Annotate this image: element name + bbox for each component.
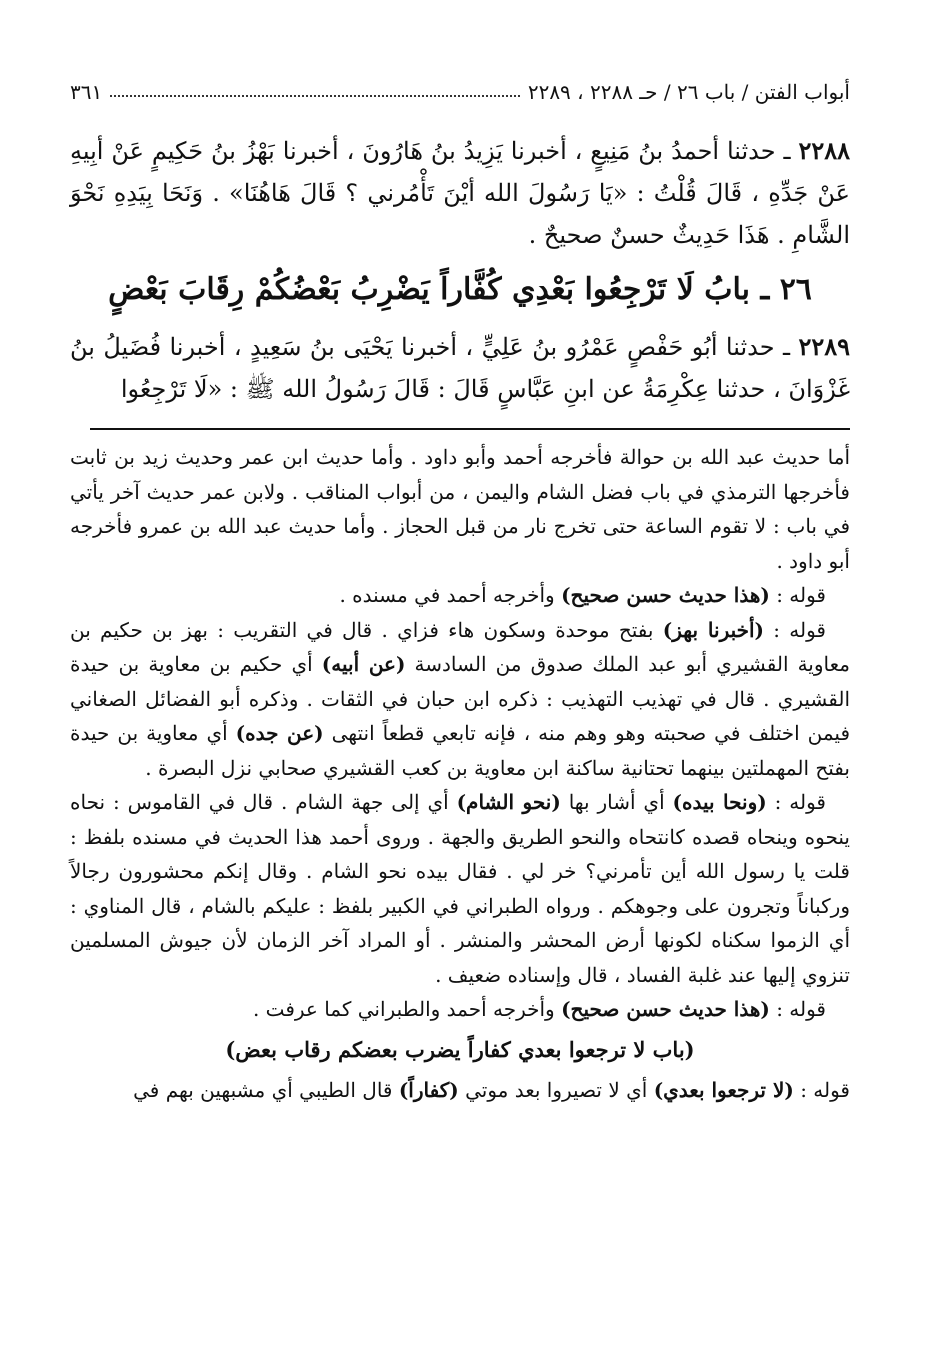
commentary-text: قال الطيبي أي مشبهين بهم في <box>133 1077 393 1102</box>
commentary-text: وأخرجه أحمد والطبراني كما عرفت . <box>252 997 555 1021</box>
quoted-phrase: (عن أبيه) <box>321 652 406 676</box>
quoted-phrase: (لا ترجعوا بعدي) <box>653 1077 794 1102</box>
quoted-phrase: (هذا حديث حسن صحيح) <box>561 583 770 607</box>
lead-word: قوله : <box>776 583 826 607</box>
commentary <box>70 440 850 1107</box>
page-header <box>70 70 850 104</box>
page-number: ٣٦١ <box>70 80 103 104</box>
commentary-text: أي أشار بها <box>568 790 665 814</box>
commentary-text: أي معاوية بن حيدة بفتح المهملتين بينهما تحتانية ساكنة ابن معاوية بن كعب القشيري صحابي نزل البصرة . <box>70 721 850 780</box>
hadith-number: ٢٢٨٨ <box>798 136 850 165</box>
main-text <box>70 130 850 410</box>
commentary-paragraph <box>70 1073 850 1108</box>
lead-word: قوله : <box>774 790 826 814</box>
quoted-phrase: (أخبرنا بهز) <box>662 617 765 642</box>
hadith-2289 <box>70 326 850 410</box>
lead-word: قوله : <box>773 617 826 642</box>
quoted-phrase: (نحو الشام) <box>456 790 561 814</box>
hadith-number: ٢٢٨٩ <box>798 332 850 361</box>
commentary-paragraph <box>70 785 850 992</box>
header-dot-leader <box>110 95 520 97</box>
commentary-paragraph <box>70 992 850 1027</box>
commentary-paragraph: أما حديث عبد الله بن حوالة فأخرجه أحمد وأبو داود . وأما حديث ابن عمر وحديث زيد بن ثابت فأخرجها الترمذي في باب فضل الشام واليمن ، من أبواب المناقب . ولابن عمر حديث آخر يأتي في باب : لا تقوم الساعة حتى تخرج نار من قبل الحجاز . وأما حديث عبد الله بن عمرو فأخرجه أبو داود . <box>70 445 851 573</box>
lead-word: قوله : <box>776 997 826 1021</box>
commentary-text: بفتح موحدة وسكون هاء فزاي . قال في التقريب : بهز بن حكيم بن معاوية القشيري أبو عبد الملك صدوق من السادسة <box>70 617 850 676</box>
lead-word: قوله : <box>800 1077 850 1102</box>
quoted-phrase: (هذا حديث حسن صحيح) <box>561 997 770 1021</box>
hadith-text: ـ حدثنا أحمدُ بنُ مَنِيعٍ ، أخبرنا يَزِيدُ بنُ هَارُونَ ، أخبرنا بَهْزُ بنُ حَكِيمٍ عَنْ أبِيهِ عَنْ جَدِّهِ ، قَالَ قُلْتُ : «يَا رَسُولَ الله أيْنَ تَأْمُرني ؟ قَالَ هَاهُنَا» . وَنَحَا بِيَدِهِ نَحْوَ الشَّامِ . هَذَا حَدِيثٌ حسنٌ صحيحٌ . <box>70 137 850 249</box>
quoted-phrase: (عن جده) <box>235 721 324 745</box>
commentary-text: وأخرجه أحمد في مسنده . <box>339 583 555 607</box>
commentary-text: أي إلى جهة الشام . قال في القاموس : نحاه ينحوه وينحاه قصده كانتحاه والنحو الطريق والجهة . وروى أحمد هذا الحديث في مسنده بلفظ : قلت يا رسول الله أين تأمرني؟ خر لي . فقال بيده نحو الشام . وقال إنكم محشورون رجالاً وركباناً وتجرون على وجوهكم . ورواه الطبراني في الكبير بلفظ : عليكم بالشام ، قال المناوي : أي الزموا سكناه لكونها أرض المحشر والمنشر . أو المراد آخر الزمان لأن جيوش المسلمين تنزوي إليها عند غلبة الفساد ، قال وإسناده ضعيف . <box>70 790 851 987</box>
commentary-paragraph <box>70 613 850 786</box>
book-page <box>70 70 850 1107</box>
quoted-phrase: (كفاراً) <box>398 1077 459 1102</box>
footnote-divider <box>90 428 850 430</box>
hadith-text: ـ حدثنا أبُو حَفْصٍ عَمْرُو بنُ عَلِيٍّ ، أخبرنا يَحْيَى بنُ سَعِيدٍ ، أخبرنا فُضَيلُ بنُ غَزْوَانَ ، حدثنا عِكْرِمَةُ عن ابنِ عَبَّاسٍ قَالَ : قَالَ رَسُولُ الله ﷺ : «لَا تَرْجِعُوا <box>70 333 850 403</box>
hadith-2288 <box>70 130 850 256</box>
chapter-heading: ٢٦ ـ بابُ لَا تَرْجِعُوا بَعْدِي كُفَّاراً يَضْرِبُ بَعْضُكُمْ رِقَابَ بَعْضٍ <box>108 272 812 307</box>
commentary-text: أي حكيم بن معاوية بن حيدة القشيري . قال في تهذيب التهذيب : ذكره ابن حبان في الثقات . وذكره أبو الفضائل الصغاني فيمن اختلف في صحبته وهو وهم منه ، فإنه تابعي قطعاً انتهى <box>70 652 851 745</box>
running-title: أبواب الفتن / باب ٢٦ / حـ ٢٢٨٨ ، ٢٢٨٩ <box>527 80 850 104</box>
quoted-phrase: (ونحا بيده) <box>672 790 767 814</box>
commentary-paragraph <box>70 578 850 613</box>
commentary-text: أي لا تصيروا بعد موتي <box>465 1077 648 1102</box>
commentary-chapter-heading: (باب لا ترجعوا بعدي كفاراً يضرب بعضكم رقاب بعض) <box>225 1036 695 1062</box>
